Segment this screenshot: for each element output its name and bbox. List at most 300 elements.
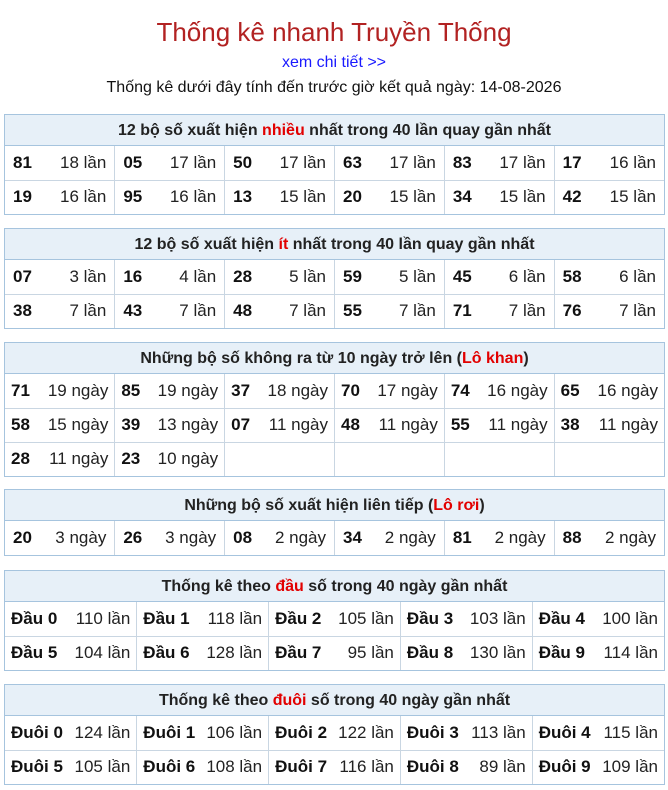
- stat-cell-content: [11, 643, 130, 663]
- stat-count: 7 lần: [289, 301, 326, 321]
- title-text: số trong 40 ngày gần nhất: [303, 578, 508, 595]
- stat-cell-content: [123, 153, 216, 173]
- table-row: [5, 146, 664, 180]
- stat-cell: [225, 408, 335, 442]
- stat-number: Đầu 6: [143, 643, 190, 663]
- page-title: Thống kê nhanh Truyền Thống: [156, 17, 512, 47]
- stat-count: 100 lần: [602, 608, 658, 628]
- stat-count: 10 ngày: [157, 449, 219, 469]
- stat-number: 85: [121, 380, 141, 400]
- stat-cell: [554, 521, 664, 555]
- lo-khan-table: [5, 374, 664, 476]
- dau-stats-block: [4, 570, 665, 671]
- stat-cell: [115, 294, 225, 328]
- stat-cell: [115, 521, 225, 555]
- stat-number: Đầu 0: [11, 608, 58, 628]
- title-highlight: nhiều: [262, 122, 305, 139]
- stat-cell: [269, 636, 401, 670]
- stat-cell-content: [407, 609, 526, 629]
- table-row: [5, 408, 664, 442]
- stat-cell-content: [231, 415, 328, 435]
- stat-cell-content: [407, 643, 526, 663]
- stat-number: 20: [342, 187, 362, 207]
- stat-count: 105 lần: [74, 757, 131, 777]
- stat-cell-content: [451, 415, 548, 435]
- stat-cell-content: [341, 381, 438, 401]
- stat-count: 95 lần: [347, 643, 394, 663]
- least-frequent-title: [5, 229, 664, 260]
- stat-number: 55: [450, 415, 470, 434]
- stat-count: 11 ngày: [268, 415, 328, 434]
- stat-count: 11 ngày: [598, 415, 658, 434]
- stat-cell-content: [275, 757, 394, 777]
- title-text: ): [523, 350, 529, 367]
- stat-count: 18 lần: [60, 152, 107, 172]
- stat-number: 07: [13, 266, 32, 286]
- stat-count: 17 lần: [499, 152, 546, 172]
- stat-cell: [334, 146, 444, 180]
- table-row: [5, 374, 664, 408]
- stat-count: 104 lần: [74, 643, 131, 663]
- stat-cell-content: [275, 643, 394, 663]
- stat-number: 16: [123, 266, 143, 286]
- stat-number: 37: [231, 380, 251, 400]
- stat-cell-content: [123, 187, 216, 207]
- stat-cell-content: [563, 301, 656, 321]
- stat-cell-content: [453, 301, 546, 321]
- least-frequent-table: [5, 260, 664, 328]
- stat-cell: [532, 602, 664, 636]
- stat-cell: [400, 636, 532, 670]
- stat-cell: [137, 750, 269, 784]
- most-frequent-table: [5, 146, 664, 214]
- stat-number: 13: [233, 187, 253, 207]
- stat-number: 65: [560, 380, 580, 400]
- table-row: [5, 442, 664, 476]
- stat-cell: [137, 636, 269, 670]
- stat-number: 58: [11, 415, 30, 434]
- stat-count: 2 ngày: [274, 528, 326, 547]
- stat-cell-content: [233, 187, 326, 207]
- stat-cell-content: [275, 609, 394, 629]
- stat-count: 113 lần: [471, 722, 526, 742]
- duoi-stats-table: [5, 716, 664, 784]
- stat-number: 50: [233, 152, 253, 172]
- stat-number: 71: [11, 380, 30, 400]
- most-frequent-title: [5, 115, 664, 146]
- stat-count: 6 lần: [619, 266, 656, 286]
- title-text: 12 bộ số xuất hiện: [134, 236, 279, 253]
- stat-cell-content: [233, 153, 326, 173]
- stat-cell: [554, 408, 664, 442]
- dau-stats-title: [5, 571, 664, 602]
- stat-cell-content: [13, 301, 106, 321]
- stat-number: 81: [13, 152, 32, 172]
- stat-cell-content: [123, 267, 216, 287]
- stat-number: 63: [342, 152, 362, 172]
- stat-cell-content: [11, 381, 108, 401]
- stat-cell: [5, 602, 137, 636]
- stat-number: 59: [342, 266, 362, 286]
- lo-khan-block: [4, 342, 665, 477]
- table-row: [5, 260, 664, 294]
- stat-cell: [5, 716, 137, 750]
- stat-cell-content: [343, 528, 436, 548]
- stat-cell-content: [143, 643, 262, 663]
- stat-cell-content: [121, 449, 218, 469]
- stat-number: 23: [121, 449, 141, 469]
- stat-number: Đầu 7: [275, 643, 322, 663]
- lo-roi-block: [4, 489, 665, 556]
- stat-count: 15 lần: [389, 187, 436, 207]
- stat-cell: [5, 750, 137, 784]
- stat-number: 05: [123, 152, 143, 172]
- stat-cell-content: [539, 757, 658, 777]
- stat-count: 17 lần: [169, 152, 217, 172]
- stat-number: 55: [342, 301, 362, 321]
- stat-count: 11 ngày: [488, 415, 548, 434]
- stat-number: Đầu 8: [406, 643, 454, 663]
- stat-count: 7 lần: [179, 301, 217, 321]
- stat-cell-content: [121, 415, 218, 435]
- stat-count: 7 lần: [69, 301, 107, 321]
- stat-number: Đuôi 6: [143, 757, 196, 777]
- title-text: Thống kê theo: [161, 578, 276, 595]
- stat-cell-content: [13, 267, 106, 287]
- title-highlight: đuôi: [272, 692, 307, 709]
- table-row: [5, 716, 664, 750]
- stat-count: 15 lần: [499, 187, 546, 207]
- stat-cell-content: [453, 187, 546, 207]
- stat-cell: [5, 442, 115, 476]
- stat-number: 07: [231, 415, 251, 434]
- stat-cell: [225, 180, 335, 214]
- title-text: 12 bộ số xuất hiện: [118, 122, 263, 139]
- table-row: [5, 602, 664, 636]
- stat-cell: [5, 521, 115, 555]
- stat-count: 122 lần: [338, 722, 394, 742]
- stat-count: 7 lần: [619, 301, 656, 321]
- stat-number: 88: [562, 528, 582, 547]
- title-highlight: Lô khan: [462, 350, 524, 367]
- title-text: nhất trong 40 lần quay gần nhất: [304, 122, 551, 139]
- stat-number: 34: [342, 528, 362, 547]
- stat-count: 5 lần: [398, 266, 436, 286]
- stat-cell: [225, 146, 335, 180]
- stat-cell-content: [453, 528, 546, 548]
- stat-number: 28: [233, 266, 253, 286]
- stat-number: Đuôi 9: [538, 757, 591, 777]
- stat-count: 3 ngày: [55, 528, 107, 547]
- stat-cell: [334, 408, 444, 442]
- stat-cell-content: [143, 757, 262, 777]
- stat-count: 3 ngày: [165, 528, 217, 547]
- stat-cell: [554, 442, 664, 476]
- table-row: [5, 521, 664, 555]
- stat-number: 74: [450, 380, 470, 400]
- stat-cell: [334, 442, 444, 476]
- dau-stats-table: [5, 602, 664, 670]
- stat-count: 2 ngày: [494, 528, 546, 547]
- stat-count: 115 lần: [603, 722, 658, 742]
- stat-number: Đầu 5: [11, 643, 58, 663]
- lo-khan-title: [5, 343, 664, 374]
- stat-number: 95: [123, 187, 143, 207]
- stat-cell: [5, 260, 115, 294]
- stat-count: 17 lần: [279, 152, 326, 172]
- page-subtitle: Thống kê dưới đây tính đến trước giờ kết quả ngày: 14-08-2026: [106, 79, 562, 96]
- stat-number: Đuôi 7: [275, 757, 328, 777]
- stat-cell-content: [563, 528, 656, 548]
- stat-count: 116 lần: [339, 757, 394, 777]
- stat-count: 16 lần: [609, 152, 656, 172]
- stat-cell: [400, 716, 532, 750]
- stat-cell: [5, 636, 137, 670]
- stat-cell-content: [343, 153, 436, 173]
- stat-cell-content: [233, 528, 326, 548]
- stat-cell-content: [143, 609, 262, 629]
- stat-number: 58: [562, 266, 582, 286]
- stat-number: Đuôi 8: [406, 757, 459, 777]
- stat-count: 118 lần: [207, 608, 263, 628]
- stat-count: 89 lần: [479, 757, 526, 777]
- stat-cell: [5, 294, 115, 328]
- stat-cell: [334, 260, 444, 294]
- stat-cell-content: [123, 528, 216, 548]
- stat-number: 19: [13, 187, 32, 207]
- stat-cell: [269, 602, 401, 636]
- stat-count: 11 ngày: [378, 415, 438, 434]
- table-row: [5, 636, 664, 670]
- stat-cell: [334, 374, 444, 408]
- stat-cell: [554, 146, 664, 180]
- stat-number: Đuôi 2: [275, 722, 328, 742]
- stat-count: 109 lần: [602, 757, 658, 777]
- stat-cell: [400, 750, 532, 784]
- stat-cell: [554, 180, 664, 214]
- stat-number: Đầu 4: [538, 608, 585, 628]
- stat-number: 17: [562, 152, 582, 172]
- stat-number: 38: [560, 415, 580, 434]
- stat-number: Đuôi 3: [406, 722, 459, 742]
- stat-cell: [334, 521, 444, 555]
- stat-number: 43: [123, 301, 143, 321]
- stat-number: 83: [452, 152, 472, 172]
- stat-count: 16 lần: [60, 187, 107, 207]
- stat-cell: [269, 716, 401, 750]
- stat-cell-content: [539, 723, 658, 743]
- stat-cell: [225, 374, 335, 408]
- stat-cell-content: [343, 187, 436, 207]
- stat-cell: [115, 408, 225, 442]
- stat-cell-content: [11, 723, 130, 743]
- stat-cell: [5, 146, 115, 180]
- stat-count: 11 ngày: [49, 449, 109, 469]
- stat-count: 17 ngày: [377, 380, 438, 400]
- stat-cell: [5, 408, 115, 442]
- table-row: [5, 294, 664, 328]
- stat-count: 15 lần: [279, 187, 326, 207]
- stat-count: 15 ngày: [47, 415, 109, 434]
- title-text: nhất trong 40 lần quay gần nhất: [288, 236, 535, 253]
- stat-count: 19 ngày: [157, 380, 219, 400]
- title-highlight: Lô rơi: [433, 497, 480, 514]
- stat-cell-content: [407, 723, 526, 743]
- stat-number: 48: [233, 301, 253, 321]
- stat-cell-content: [563, 187, 656, 207]
- stat-count: 2 ngày: [604, 528, 656, 547]
- stat-cell-content: [453, 153, 546, 173]
- stat-cell: [115, 374, 225, 408]
- stat-cell: [444, 260, 554, 294]
- stat-cell: [225, 260, 335, 294]
- stat-cell-content: [451, 381, 548, 401]
- stat-cell-content: [11, 449, 108, 469]
- stat-cell-content: [233, 267, 326, 287]
- stat-cell: [554, 260, 664, 294]
- stat-count: 114 lần: [603, 643, 658, 663]
- stat-cell: [554, 294, 664, 328]
- stat-number: 26: [123, 528, 143, 547]
- title-text: ): [479, 497, 485, 514]
- stat-cell: [444, 294, 554, 328]
- stat-cell: [225, 521, 335, 555]
- stat-cell-content: [13, 528, 106, 548]
- stat-number: Đầu 3: [406, 608, 454, 628]
- stat-count: 16 ngày: [487, 380, 548, 400]
- stat-cell: [115, 146, 225, 180]
- stat-cell-content: [123, 301, 216, 321]
- stat-cell: [444, 442, 554, 476]
- stat-cell: [115, 260, 225, 294]
- stat-cell-content: [539, 643, 658, 663]
- stat-count: 6 lần: [508, 266, 546, 286]
- title-highlight: ít: [278, 236, 289, 253]
- stat-cell: [400, 602, 532, 636]
- stat-count: 15 lần: [609, 187, 656, 207]
- stat-number: 48: [340, 415, 360, 434]
- stat-count: 4 lần: [179, 266, 217, 286]
- stat-count: 16 lần: [169, 187, 217, 207]
- stat-number: Đầu 2: [275, 608, 322, 628]
- stat-cell-content: [11, 415, 108, 435]
- stat-number: 39: [121, 415, 141, 434]
- stat-number: 28: [11, 449, 30, 469]
- duoi-stats-block: [4, 684, 665, 785]
- stat-number: 08: [233, 528, 253, 547]
- least-frequent-block: [4, 228, 665, 329]
- stat-number: 81: [452, 528, 472, 547]
- stat-number: Đuôi 4: [538, 722, 591, 742]
- lo-roi-table: [5, 521, 664, 555]
- stat-count: 7 lần: [508, 301, 546, 321]
- stat-count: 16 ngày: [597, 380, 658, 400]
- table-row: [5, 180, 664, 214]
- stat-count: 17 lần: [389, 152, 436, 172]
- stat-cell: [334, 294, 444, 328]
- stat-cell: [5, 374, 115, 408]
- stat-cell: [554, 374, 664, 408]
- title-text: Những bộ số xuất hiện liên tiếp (: [184, 497, 434, 514]
- stat-count: 13 ngày: [157, 415, 219, 434]
- stat-cell: [5, 180, 115, 214]
- stat-cell-content: [121, 381, 218, 401]
- stat-number: 38: [13, 301, 32, 321]
- stat-count: 128 lần: [206, 643, 263, 663]
- stat-cell-content: [231, 381, 328, 401]
- stat-cell-content: [453, 267, 546, 287]
- page-header: [0, 0, 668, 96]
- stat-cell: [444, 180, 554, 214]
- stat-cell: [444, 521, 554, 555]
- stat-cell: [532, 636, 664, 670]
- stat-cell: [115, 180, 225, 214]
- stat-cell-content: [275, 723, 394, 743]
- stat-cell: [137, 716, 269, 750]
- stat-cell-content: [343, 301, 436, 321]
- stat-cell-content: [341, 415, 438, 435]
- stat-count: 103 lần: [469, 608, 526, 628]
- stat-number: Đầu 9: [538, 643, 585, 663]
- stat-cell-content: [563, 267, 656, 287]
- stat-cell: [532, 750, 664, 784]
- title-highlight: đầu: [275, 578, 304, 595]
- stat-cell: [444, 146, 554, 180]
- stat-number: 34: [452, 187, 472, 207]
- title-text: số trong 40 ngày gần nhất: [306, 692, 511, 709]
- title-text: Những bộ số không ra từ 10 ngày trở lên (: [140, 350, 462, 367]
- stat-cell-content: [539, 609, 658, 629]
- stat-count: 18 ngày: [267, 380, 328, 400]
- stat-cell: [225, 294, 335, 328]
- stat-count: 110 lần: [75, 608, 131, 628]
- stat-count: 124 lần: [74, 722, 131, 742]
- stat-count: 19 ngày: [47, 380, 109, 400]
- stat-count: 130 lần: [469, 643, 526, 663]
- stat-number: 20: [13, 528, 32, 547]
- stat-cell-content: [563, 153, 656, 173]
- stat-cell: [444, 374, 554, 408]
- most-frequent-block: [4, 114, 665, 215]
- stat-cell-content: [11, 609, 130, 629]
- stat-number: 76: [562, 301, 582, 321]
- lo-roi-title: [5, 490, 664, 521]
- stat-number: Đuôi 0: [11, 722, 63, 742]
- stat-number: 70: [340, 380, 360, 400]
- title-text: Thống kê theo: [158, 692, 273, 709]
- stat-number: 42: [562, 187, 582, 207]
- stat-count: 2 ngày: [384, 528, 436, 547]
- stat-number: 45: [452, 266, 472, 286]
- stat-cell-content: [13, 187, 106, 207]
- stat-cell-content: [561, 381, 658, 401]
- table-row: [5, 750, 664, 784]
- stat-cell-content: [407, 757, 526, 777]
- stat-count: 5 lần: [289, 266, 326, 286]
- stat-cell-content: [143, 723, 262, 743]
- stat-number: Đuôi 5: [11, 757, 63, 777]
- stat-cell: [269, 750, 401, 784]
- stat-cell: [225, 442, 335, 476]
- stat-number: Đầu 1: [143, 608, 190, 628]
- stat-count: 106 lần: [206, 722, 263, 742]
- stat-cell: [334, 180, 444, 214]
- stat-count: 7 lần: [398, 301, 436, 321]
- stat-cell-content: [11, 757, 130, 777]
- stat-number: 71: [452, 301, 472, 321]
- stat-cell: [532, 716, 664, 750]
- view-details-link[interactable]: xem chi tiết >>: [281, 54, 387, 71]
